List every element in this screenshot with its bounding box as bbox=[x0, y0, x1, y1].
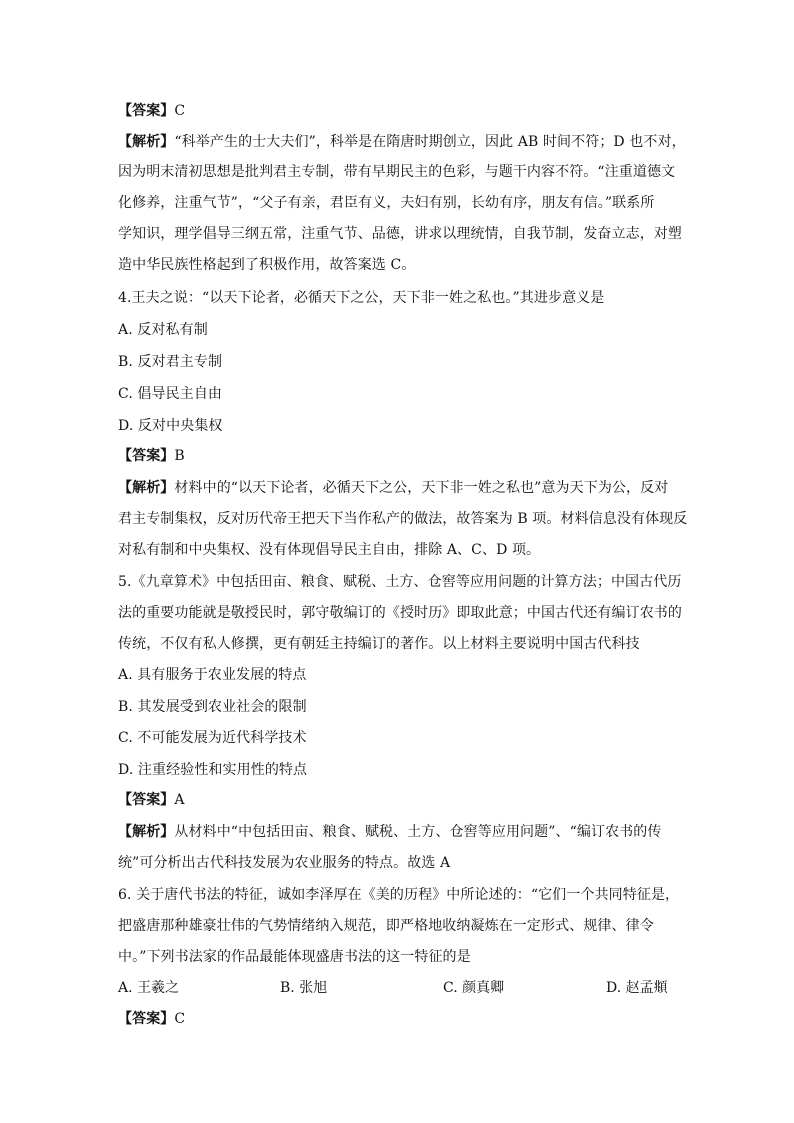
answer-label: 【答案】 bbox=[118, 448, 175, 464]
answer-line bbox=[118, 101, 185, 121]
analysis-text: 对私有制和中央集权、没有体现倡导民主自由，排除 A、C、D 项。 bbox=[118, 542, 541, 558]
analysis-label: 【解析】 bbox=[118, 134, 175, 150]
question-6: 中。”下列书法家的作品最能体现盛唐书法的这一特征的是 bbox=[118, 949, 471, 965]
answer-label: 【答案】 bbox=[118, 1011, 175, 1027]
inline-options bbox=[118, 978, 678, 998]
answer-label: 【答案】 bbox=[118, 103, 175, 119]
question-6: 把盛唐那种雄豪壮伟的气势情绪纳入规范，即严格地收纳凝炼在一定形式、规律、律令 bbox=[118, 918, 654, 934]
answer-value: C bbox=[174, 1011, 186, 1027]
analysis-text: 造中华民族性格起到了积极作用，故答案选 C。 bbox=[118, 257, 416, 273]
analysis-text: 材料中的“以天下论者，必循天下之公，天下非一姓之私也”意为天下为公，反对 bbox=[174, 480, 669, 496]
option-a: A. 王羲之 bbox=[118, 980, 180, 996]
option-d: D. 反对中央集权 bbox=[118, 418, 223, 434]
answer-value: C bbox=[174, 103, 186, 119]
analysis-text: 学知识，理学倡导三纲五常，注重气节、品德，讲求以理统情，自我节制，发奋立志，对塑 bbox=[118, 226, 682, 242]
analysis-text: 君主专制集权，反对历代帝王把天下当作私产的做法，故答案为 B 项。材料信息没有体现反 bbox=[118, 511, 688, 527]
answer-label: 【答案】 bbox=[118, 792, 175, 808]
option-c: C. 不可能发展为近代科学技术 bbox=[118, 730, 307, 746]
analysis-line bbox=[118, 132, 686, 152]
analysis-text: 从材料中“中包括田亩、粮食、赋税、土方、仓窖等应用问题”、“编订农书的传 bbox=[174, 824, 662, 840]
analysis-text: 统”可分析出古代科技发展为农业服务的特点。故选 A bbox=[118, 855, 451, 871]
analysis-label: 【解析】 bbox=[118, 824, 175, 840]
option-a: A. 具有服务于农业发展的特点 bbox=[118, 667, 307, 683]
question-5: 5.《九章算术》中包括田亩、粮食、赋税、土方、仓窖等应用问题的计算方法；中国古代历 bbox=[118, 574, 682, 590]
analysis-text: 因为明末清初思想是批判君主专制，带有早期民主的色彩，与题干内容不符。“注重道德文 bbox=[118, 164, 676, 180]
analysis-label: 【解析】 bbox=[118, 480, 175, 496]
analysis-line bbox=[118, 478, 668, 498]
answer-line bbox=[118, 790, 185, 810]
question-5: 传统，不仅有私人修撰，更有朝廷主持编订的著作。以上材料主要说明中国古代科技 bbox=[118, 636, 640, 652]
answer-line bbox=[118, 1009, 185, 1029]
option-b: B. 反对君主专制 bbox=[118, 354, 223, 370]
question-6: 6. 关于唐代书法的特征，诚如李泽厚在《美的历程》中所论述的：“它们一个共同特征是， bbox=[118, 887, 680, 903]
option-b: B. 其发展受到农业社会的限制 bbox=[118, 699, 307, 715]
question-4: 4.王夫之说：“以天下论者，必循天下之公，天下非一姓之私也。”其进步意义是 bbox=[118, 290, 605, 306]
question-5: 法的重要功能就是敬授民时，郭守敬编订的《授时历》即取此意；中国古代还有编订农书的 bbox=[118, 605, 682, 621]
answer-value: B bbox=[174, 448, 185, 464]
option-d: D. 赵孟頫 bbox=[606, 980, 668, 996]
answer-line bbox=[118, 446, 185, 466]
option-a: A. 反对私有制 bbox=[118, 322, 208, 338]
option-b: B. 张旭 bbox=[280, 980, 328, 996]
analysis-text: “科举产生的士大夫们”，科举是在隋唐时期创立，因此 AB 时间不符；D 也不对， bbox=[174, 134, 686, 150]
option-c: C. 颜真卿 bbox=[443, 980, 505, 996]
option-c: C. 倡导民主自由 bbox=[118, 386, 223, 402]
option-d: D. 注重经验性和实用性的特点 bbox=[118, 762, 308, 778]
analysis-line bbox=[118, 822, 661, 842]
answer-value: A bbox=[174, 792, 185, 808]
analysis-text: 化修养，注重气节”，“父子有亲，君臣有义，夫妇有别，长幼有序，朋友有信。”联系所 bbox=[118, 195, 655, 211]
